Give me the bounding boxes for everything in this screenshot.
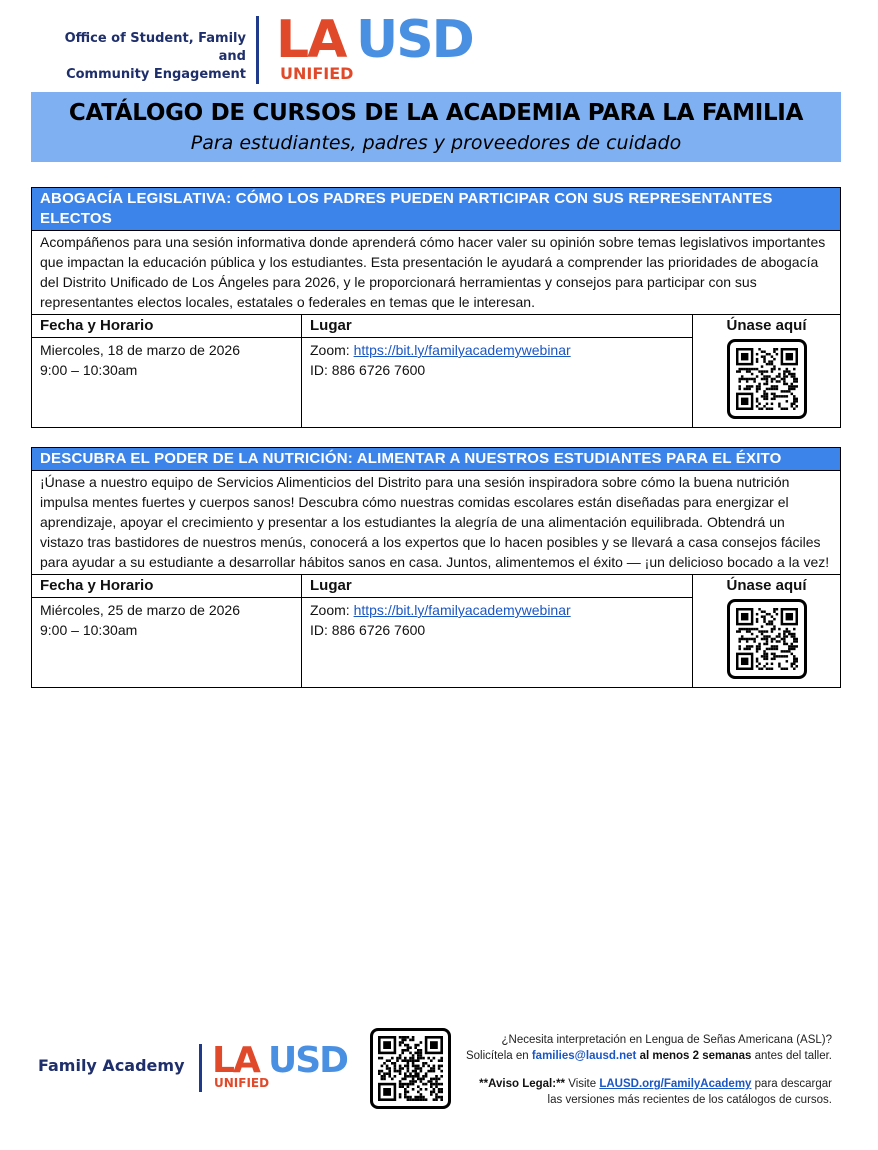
catalog-subtitle: Para estudiantes, padres y proveedores de cuidado [190,132,682,154]
course-card-nutrition [31,447,841,688]
course-description: Acompáñenos para una sesión informativa donde aprenderá cómo hacer valer su opinión sobre temas legislativos importantes que impactan la educación pública y los estudiantes. Esta presentación le ayudará a comprender las prioridades de abogacía del Distrito Unificado de Los Ángeles para 2026, y le proporcionará herramientas y consejos para participar con sus representantes electos locales, estatales o federales en temas que le interesan. [32,231,840,315]
course-heading: DESCUBRA EL PODER DE LA NUTRICIÓN: ALIMENTAR A NUESTROS ESTUDIANTES PARA EL ÉXITO [32,448,840,471]
course-time: 9:00 – 10:30am [40,622,138,638]
logo-unified: UNIFIED [214,1076,270,1090]
lausd-footer-logo [212,1042,362,1102]
meeting-id: ID: 886 6726 7600 [310,362,426,378]
footer-qr-code-icon[interactable] [370,1028,451,1109]
course-schedule [32,315,840,427]
place-column [302,315,693,427]
date-column [32,575,302,687]
course-date: Miercoles, 18 de marzo de 2026 [40,342,240,358]
footer-divider [199,1044,202,1092]
legal-suffix: para descargar [751,1078,832,1090]
office-line-2: Community Engagement [66,67,246,82]
date-time-label: Fecha y Horario [32,575,301,598]
asl-question: ¿Necesita interpretación en Lengua de Señas Americana (ASL)? [501,1034,832,1046]
zoom-link[interactable]: https://bit.ly/familyacademywebinar [353,602,571,618]
join-label: Únase aquí [726,317,807,334]
zoom-prefix: Zoom: [310,342,354,358]
office-name [38,30,246,84]
catalog-title-band [31,92,841,162]
family-academy-label: Family Academy [38,1056,185,1075]
date-time-label: Fecha y Horario [32,315,301,338]
course-heading: ABOGACÍA LEGISLATIVA: CÓMO LOS PADRES PUEDEN PARTICIPAR CON SUS REPRESENTANTES ELECTOS [32,188,840,231]
logo-unified: UNIFIED [280,64,354,83]
family-academy-link[interactable]: LAUSD.org/FamilyAcademy [599,1078,752,1090]
request-prefix: Solicítela en [465,1050,532,1062]
place-label: Lugar [302,575,692,598]
legal-label: **Aviso Legal:** [479,1078,566,1090]
qr-code-pattern [378,1036,443,1101]
page-header [30,10,850,86]
qr-code-pattern [736,348,798,410]
place-column [302,575,693,687]
course-card-legislative [31,187,841,428]
zoom-link[interactable]: https://bit.ly/familyacademywebinar [353,342,571,358]
qr-code-icon[interactable] [727,599,807,679]
qr-code-pattern [736,608,798,670]
join-label: Únase aquí [726,577,807,594]
visit-text: Visite [565,1078,600,1090]
place-label: Lugar [302,315,692,338]
course-description: ¡Únase a nuestro equipo de Servicios Alimenticios del Distrito para una sesión inspiradora sobre cómo la buena nutrición impulsa mentes fuertes y cuerpos sanos! Descubra cómo nuestras comidas escolares están diseñadas para energizar el aprendizaje, apoyar el crecimiento y presentar a los estudiantes la alegría de una alimentación equilibrada. Obtendrá un vistazo tras bastidores de nuestros menús, conocerá a los expertos que lo hacen posibles y se llevará a casa consejos fáciles para ayudar a su estudiante a desarrollar hábitos sanos en casa. Juntos, alimentemos el éxito — ¡un delicioso bocado a la vez! [32,471,840,575]
logo-usd: USD [356,10,473,70]
logo-la: LA [276,10,346,70]
header-divider [256,16,259,84]
office-line-1: Office of Student, Family and [64,31,246,64]
meeting-id: ID: 886 6726 7600 [310,622,426,638]
zoom-prefix: Zoom: [310,602,354,618]
date-column [32,315,302,427]
course-time: 9:00 – 10:30am [40,362,138,378]
advance-notice: al menos 2 semanas [636,1050,752,1062]
course-date: Miércoles, 25 de marzo de 2026 [40,602,240,618]
families-email-link[interactable]: families@lausd.net [531,1050,637,1062]
join-column [693,575,840,687]
legal-line-2: las versiones más recientes de los catálogos de cursos. [547,1094,832,1106]
footer-notice [452,1032,832,1108]
page-footer [0,1020,878,1120]
request-suffix: antes del taller. [751,1050,832,1062]
logo-la: LA [212,1040,259,1081]
logo-usd: USD [268,1040,348,1081]
qr-code-icon[interactable] [727,339,807,419]
course-schedule [32,575,840,687]
join-column [693,315,840,427]
catalog-title: CATÁLOGO DE CURSOS DE LA ACADEMIA PARA LA FAMILIA [68,100,804,126]
lausd-logo [276,10,496,86]
